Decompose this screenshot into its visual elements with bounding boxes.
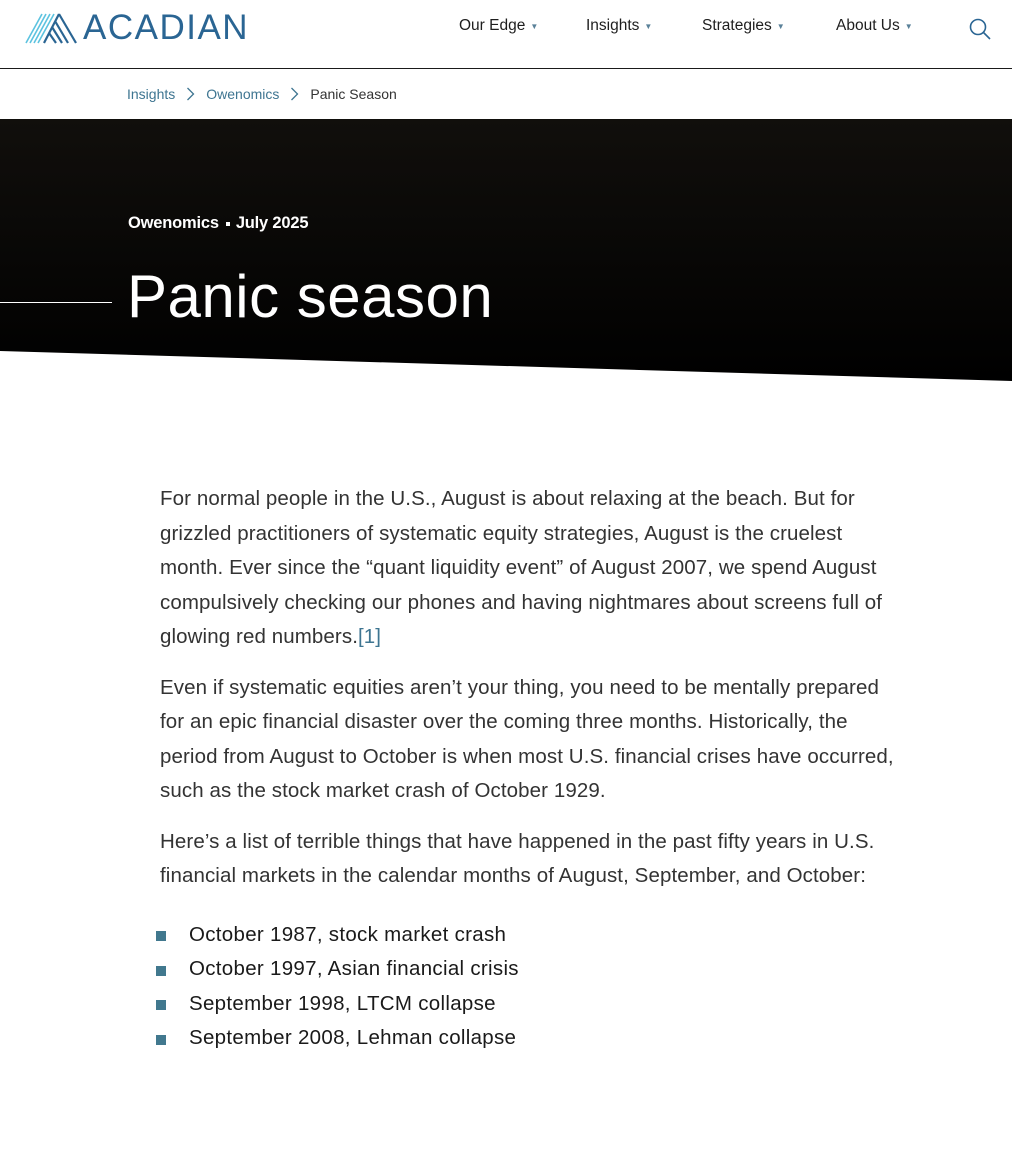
nav-strategies[interactable] bbox=[702, 17, 836, 35]
paragraph-text: For normal people in the U.S., August is about relaxing at the beach. But for grizzled practitioners of systematic equity strategies, August is the cruelest month. Ever since the “quant liquidity event” of August 2007, we spend August compulsively checking our phones and having nightmares about screens full of glowing red numbers. bbox=[160, 487, 883, 648]
list-item bbox=[156, 952, 900, 987]
list-item-text: September 2008, Lehman collapse bbox=[189, 1026, 517, 1049]
crisis-list bbox=[156, 918, 900, 1056]
breadcrumb-current: Panic Season bbox=[310, 86, 397, 102]
breadcrumb-owenomics[interactable]: Owenomics bbox=[206, 86, 280, 102]
paragraph bbox=[160, 482, 900, 655]
nav-label: Insights bbox=[586, 17, 640, 34]
bullet-square-icon bbox=[156, 931, 166, 941]
paragraph: Even if systematic equities aren’t your thing, you need to be mentally prepared for an epic financial disaster over the coming three months. Historically, the period from August to October is when most U.S. financial crises have occurred, such as the stock market crash of October 1929. bbox=[160, 675, 894, 802]
page-title: Panic season bbox=[127, 263, 494, 330]
caret-down-icon: ▼ bbox=[904, 22, 913, 31]
nav-label: Strategies bbox=[702, 17, 772, 34]
chevron-right-icon bbox=[290, 87, 299, 101]
main-nav bbox=[459, 17, 946, 35]
article-hero bbox=[0, 119, 1012, 382]
list-item bbox=[156, 918, 900, 953]
caret-down-icon: ▼ bbox=[530, 22, 539, 31]
logo-text: ACADIAN bbox=[83, 8, 250, 47]
nav-about-us[interactable] bbox=[836, 17, 946, 35]
breadcrumb-insights[interactable]: Insights bbox=[127, 86, 176, 102]
search-button[interactable] bbox=[968, 17, 992, 41]
footnote-link[interactable]: [1] bbox=[358, 625, 382, 648]
logo-mark-icon bbox=[25, 13, 77, 44]
title-rule bbox=[0, 302, 112, 303]
nav-label: Our Edge bbox=[459, 17, 526, 34]
bullet-square-icon bbox=[156, 1035, 166, 1045]
caret-down-icon: ▼ bbox=[776, 22, 785, 31]
chevron-right-icon bbox=[186, 87, 195, 101]
list-item-text: October 1987, stock market crash bbox=[189, 922, 507, 946]
nav-our-edge[interactable] bbox=[459, 17, 586, 35]
bullet-square-icon bbox=[156, 966, 166, 976]
article-body bbox=[160, 482, 900, 1056]
paragraph: Here’s a list of terrible things that have happened in the past fifty years in U.S. financial markets in the calendar months of August, September, and October: bbox=[160, 829, 875, 887]
separator-dot bbox=[226, 222, 230, 226]
nav-insights[interactable] bbox=[586, 17, 702, 35]
caret-down-icon: ▼ bbox=[644, 22, 653, 31]
acadian-logo[interactable] bbox=[25, 8, 250, 47]
site-header bbox=[0, 0, 1012, 69]
article-date: July 2025 bbox=[235, 214, 309, 232]
list-item-text: October 1997, Asian financial crisis bbox=[189, 957, 519, 980]
article-category: Owenomics bbox=[128, 214, 219, 232]
nav-label: About Us bbox=[836, 17, 900, 34]
bullet-square-icon bbox=[156, 1000, 166, 1010]
search-icon bbox=[968, 17, 992, 41]
article-meta bbox=[128, 214, 308, 233]
list-item bbox=[156, 987, 900, 1022]
list-item bbox=[156, 1021, 900, 1056]
breadcrumb bbox=[127, 85, 397, 103]
hero-background bbox=[0, 119, 1012, 382]
list-item-text: September 1998, LTCM collapse bbox=[189, 991, 496, 1015]
